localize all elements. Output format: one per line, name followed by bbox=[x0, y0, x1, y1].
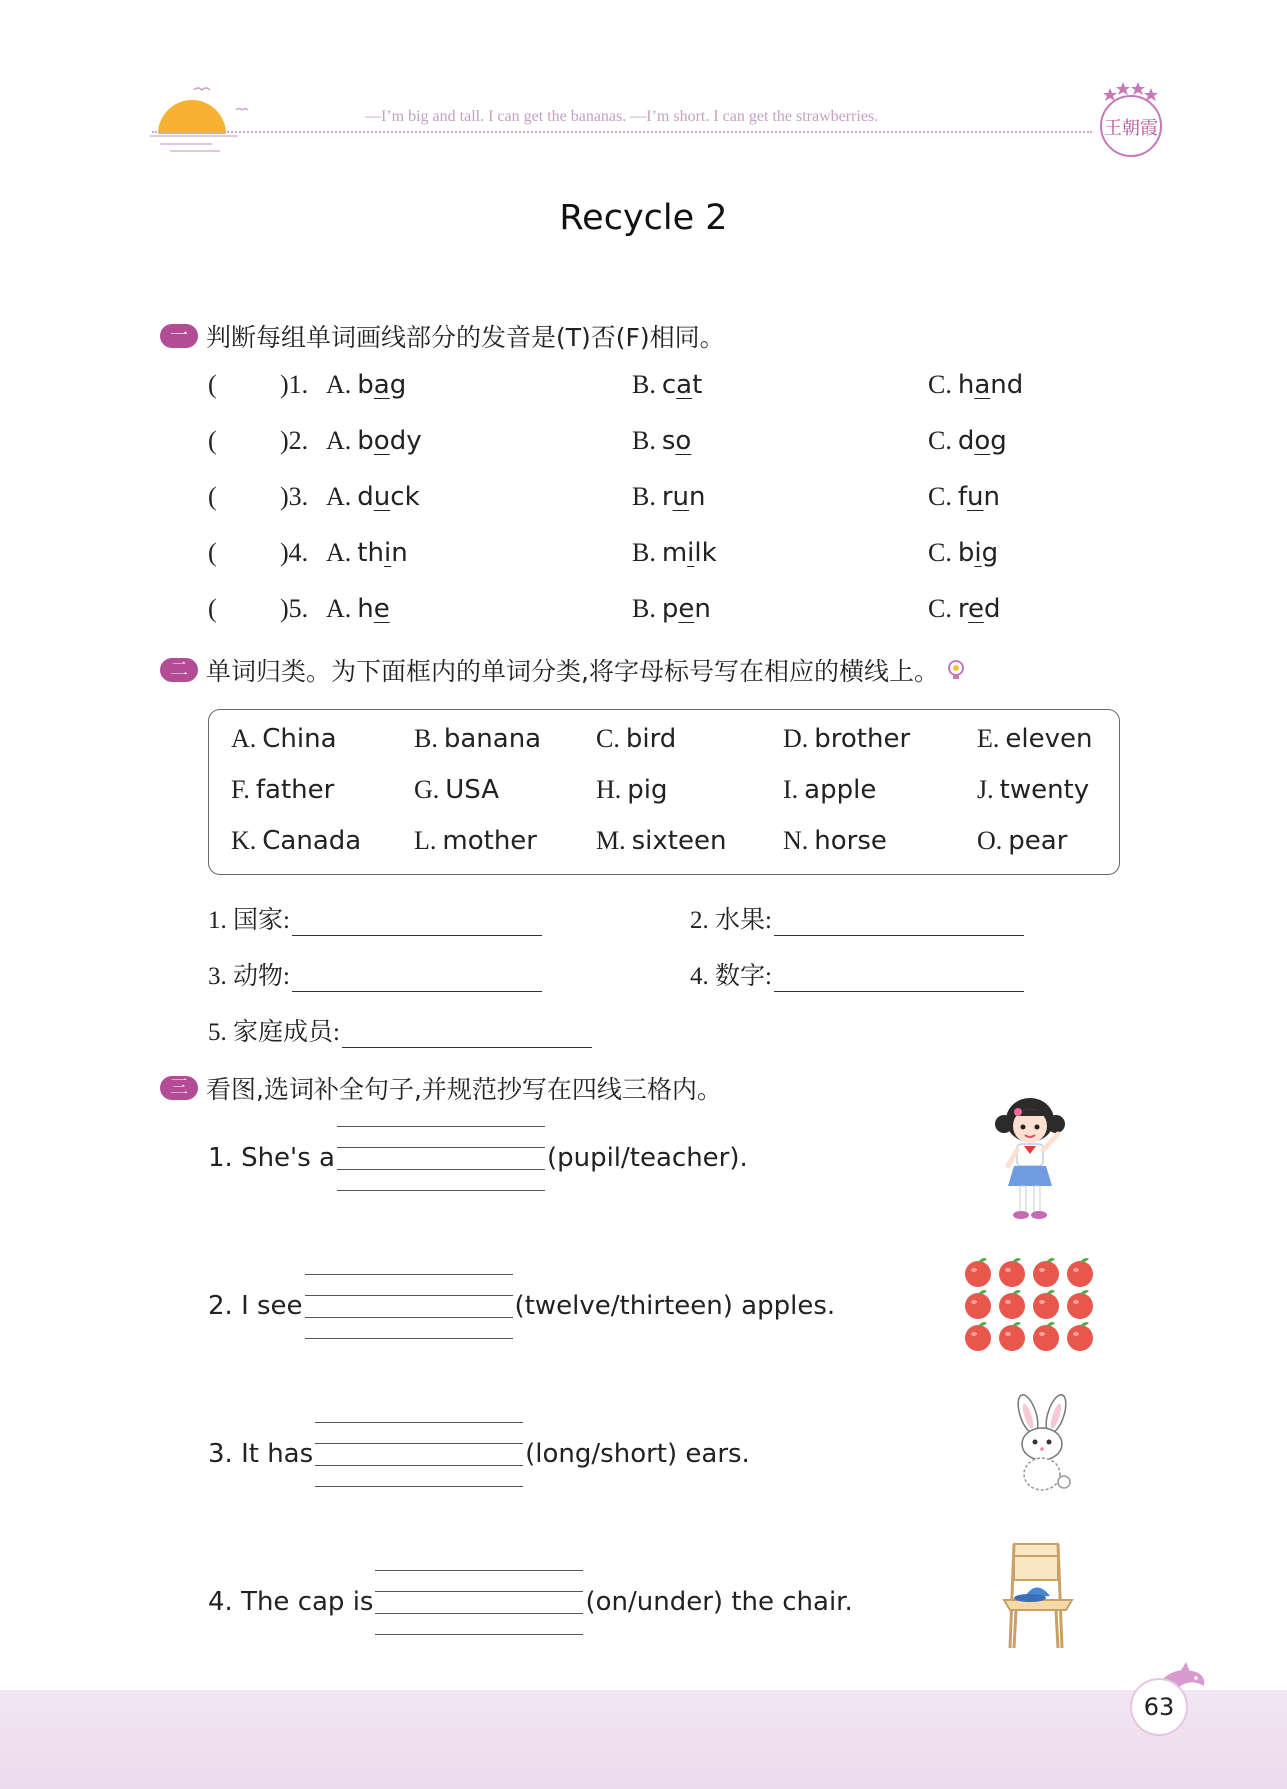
word-label: A. bbox=[231, 724, 257, 753]
grid-line bbox=[305, 1274, 513, 1275]
answer-blank[interactable] bbox=[342, 1021, 592, 1048]
word-part: c bbox=[661, 370, 677, 400]
word-item bbox=[414, 724, 541, 754]
answer-paren[interactable]: ( bbox=[208, 594, 217, 623]
grid-line bbox=[375, 1613, 583, 1614]
four-line-writing-grid[interactable] bbox=[337, 1126, 545, 1190]
underlined-letters: i bbox=[687, 538, 695, 568]
sentence-end: (twelve/thirteen) apples. bbox=[514, 1291, 836, 1321]
apple-icon bbox=[1067, 1322, 1093, 1351]
footer-band bbox=[0, 1690, 1287, 1789]
author-seal-icon bbox=[1090, 78, 1172, 166]
word-text: USA bbox=[445, 775, 500, 805]
sentence-start: 2. I see bbox=[208, 1291, 303, 1321]
word-item bbox=[783, 724, 910, 754]
word-box bbox=[208, 709, 1120, 875]
word-item bbox=[231, 826, 361, 856]
section3-instruction: 看图,选词补全句子,并规范抄写在四线三格内。 bbox=[206, 1075, 722, 1104]
word-part: dy bbox=[389, 426, 422, 456]
option-label: B. bbox=[632, 426, 656, 455]
answer-paren[interactable]: ( bbox=[208, 482, 217, 511]
category-row bbox=[208, 1012, 592, 1048]
word-option-a bbox=[326, 370, 406, 400]
sun-logo-icon bbox=[150, 82, 260, 154]
sentence-end: (on/under) the chair. bbox=[585, 1587, 853, 1617]
word-option-a bbox=[326, 426, 422, 456]
category-row bbox=[690, 900, 1024, 936]
chair-with-cap-picture bbox=[1000, 1540, 1076, 1650]
word-text: father bbox=[255, 775, 335, 805]
option-label: A. bbox=[326, 594, 352, 623]
word-part: f bbox=[957, 482, 967, 512]
word-item bbox=[231, 724, 337, 754]
underlined-letters: a bbox=[373, 370, 390, 400]
girl-pupil-picture bbox=[990, 1094, 1070, 1228]
category-row bbox=[208, 956, 542, 992]
word-part: ck bbox=[390, 482, 420, 512]
word-text: bird bbox=[625, 724, 677, 754]
underlined-letters: e bbox=[678, 594, 695, 624]
word-text: apple bbox=[804, 775, 877, 805]
word-part: th bbox=[357, 538, 384, 568]
fill-sentence bbox=[208, 1126, 748, 1190]
word-label: J. bbox=[977, 775, 994, 804]
word-text: banana bbox=[443, 724, 542, 754]
section1-heading bbox=[160, 318, 725, 354]
word-label: O. bbox=[977, 826, 1003, 855]
word-option-b bbox=[632, 482, 706, 512]
category-row bbox=[208, 900, 542, 936]
word-text: China bbox=[262, 724, 337, 754]
answer-paren[interactable]: ( bbox=[208, 370, 217, 399]
underlined-letters: u bbox=[373, 482, 391, 512]
grid-line bbox=[305, 1295, 513, 1296]
word-label: K. bbox=[231, 826, 257, 855]
section1-badge: 一 bbox=[160, 324, 198, 348]
word-item bbox=[977, 826, 1067, 856]
answer-blank[interactable] bbox=[292, 909, 542, 936]
sentence-end: (long/short) ears. bbox=[525, 1439, 750, 1469]
word-item bbox=[977, 724, 1092, 754]
underlined-letters: u bbox=[672, 482, 690, 512]
category-row bbox=[690, 956, 1024, 992]
word-part: s bbox=[661, 426, 676, 456]
answer-blank[interactable] bbox=[774, 909, 1024, 936]
apple-icon bbox=[999, 1258, 1025, 1287]
section3-heading bbox=[160, 1070, 722, 1106]
grid-line bbox=[315, 1443, 523, 1444]
option-label: B. bbox=[632, 538, 656, 567]
fill-sentence bbox=[208, 1570, 853, 1634]
section1-instruction: 判断每组单词画线部分的发音是(T)否(F)相同。 bbox=[206, 323, 725, 352]
grid-line bbox=[337, 1169, 545, 1170]
sentence-start: 4. The cap is bbox=[208, 1587, 374, 1617]
item-number: )3. bbox=[280, 482, 309, 511]
word-label: D. bbox=[783, 724, 809, 753]
page-title: Recycle 2 bbox=[559, 198, 728, 238]
option-label: A. bbox=[326, 426, 352, 455]
grid-line bbox=[337, 1126, 545, 1127]
apple-icon bbox=[1033, 1322, 1059, 1351]
option-label: B. bbox=[632, 482, 656, 511]
pronunciation-row bbox=[208, 594, 1108, 634]
answer-blank[interactable] bbox=[292, 965, 542, 992]
word-label: I. bbox=[783, 775, 799, 804]
word-part: nd bbox=[990, 370, 1024, 400]
apples-picture bbox=[962, 1258, 1102, 1358]
item-number: )2. bbox=[280, 426, 309, 455]
category-label: 3. 动物: bbox=[208, 963, 290, 990]
item-number: )4. bbox=[280, 538, 309, 567]
word-item bbox=[596, 826, 726, 856]
word-text: Canada bbox=[262, 826, 362, 856]
word-part: p bbox=[661, 594, 679, 624]
word-item bbox=[414, 775, 499, 805]
page-number: 63 bbox=[1130, 1678, 1188, 1736]
option-label: C. bbox=[928, 594, 952, 623]
word-label: N. bbox=[783, 826, 809, 855]
word-label: C. bbox=[596, 724, 620, 753]
word-option-c bbox=[928, 538, 998, 568]
sentence-start: 3. It has bbox=[208, 1439, 314, 1469]
underlined-letters: i bbox=[974, 538, 982, 568]
word-option-c bbox=[928, 594, 1000, 624]
option-label: A. bbox=[326, 538, 352, 567]
option-label: C. bbox=[928, 370, 952, 399]
answer-paren[interactable]: ( bbox=[208, 426, 217, 455]
apple-icon bbox=[1067, 1290, 1093, 1319]
four-line-writing-grid[interactable] bbox=[375, 1570, 583, 1634]
section2-instruction: 单词归类。为下面框内的单词分类,将字母标号写在相应的横线上。 bbox=[206, 657, 939, 686]
word-part: n bbox=[983, 482, 1000, 512]
section2-badge: 二 bbox=[160, 658, 198, 682]
word-option-a bbox=[326, 538, 408, 568]
apple-icon bbox=[1033, 1290, 1059, 1319]
sentence-start: 1. She's a bbox=[208, 1143, 335, 1173]
pronunciation-row bbox=[208, 538, 1108, 578]
underlined-letters: u bbox=[967, 482, 984, 512]
option-label: B. bbox=[632, 370, 656, 399]
sentence-end: (pupil/teacher). bbox=[546, 1143, 748, 1173]
word-text: pear bbox=[1008, 826, 1068, 856]
word-part: b bbox=[357, 426, 374, 456]
grid-line bbox=[315, 1486, 523, 1487]
word-part: n bbox=[689, 482, 706, 512]
word-item bbox=[783, 826, 887, 856]
grid-line bbox=[375, 1591, 583, 1592]
word-option-c bbox=[928, 370, 1023, 400]
word-option-b bbox=[632, 426, 691, 456]
grid-line bbox=[315, 1422, 523, 1423]
word-label: H. bbox=[596, 775, 622, 804]
option-label: B. bbox=[632, 594, 656, 623]
apple-icon bbox=[999, 1322, 1025, 1351]
word-part: b bbox=[357, 370, 374, 400]
word-label: G. bbox=[414, 775, 440, 804]
option-label: C. bbox=[928, 538, 952, 567]
word-text: mother bbox=[442, 826, 537, 856]
underlined-letters: a bbox=[974, 370, 991, 400]
header-divider bbox=[152, 131, 1092, 133]
word-text: twenty bbox=[999, 775, 1090, 805]
grid-line bbox=[305, 1338, 513, 1339]
word-item bbox=[596, 724, 676, 754]
grid-line bbox=[375, 1634, 583, 1635]
section2-heading bbox=[160, 652, 967, 688]
word-part: d bbox=[983, 594, 1001, 624]
section3-badge: 三 bbox=[160, 1076, 198, 1100]
word-part: d bbox=[957, 426, 975, 456]
pronunciation-row bbox=[208, 482, 1108, 522]
option-label: A. bbox=[326, 482, 352, 511]
word-part: b bbox=[957, 538, 975, 568]
four-line-writing-grid[interactable] bbox=[305, 1274, 513, 1338]
word-part: g bbox=[389, 370, 407, 400]
word-option-b bbox=[632, 594, 711, 624]
underlined-letters: a bbox=[676, 370, 693, 400]
four-line-writing-grid[interactable] bbox=[315, 1422, 523, 1486]
word-option-c bbox=[928, 482, 1000, 512]
word-part: d bbox=[357, 482, 374, 512]
pronunciation-row bbox=[208, 370, 1108, 410]
word-part: g bbox=[981, 538, 999, 568]
fill-sentence bbox=[208, 1274, 835, 1338]
underlined-letters: o bbox=[974, 426, 991, 456]
svg-text:王朝霞: 王朝霞 bbox=[1104, 118, 1158, 139]
grid-line bbox=[315, 1465, 523, 1466]
apple-icon bbox=[1033, 1258, 1059, 1287]
item-number: )1. bbox=[280, 370, 309, 399]
word-part: t bbox=[692, 370, 703, 400]
fill-sentence bbox=[208, 1422, 750, 1486]
word-part: r bbox=[661, 482, 673, 512]
word-text: brother bbox=[814, 724, 911, 754]
word-option-a bbox=[326, 594, 390, 624]
word-part: r bbox=[957, 594, 968, 624]
word-option-b bbox=[632, 538, 717, 568]
category-label: 2. 水果: bbox=[690, 907, 772, 934]
grid-line bbox=[337, 1190, 545, 1191]
apple-icon bbox=[1067, 1258, 1093, 1287]
grid-line bbox=[337, 1147, 545, 1148]
underlined-letters: o bbox=[675, 426, 692, 456]
word-part: lk bbox=[694, 538, 717, 568]
option-label: C. bbox=[928, 426, 952, 455]
category-label: 5. 家庭成员: bbox=[208, 1019, 340, 1046]
word-part: n bbox=[391, 538, 408, 568]
underlined-letters: e bbox=[967, 594, 984, 624]
word-text: sixteen bbox=[631, 826, 727, 856]
word-part: g bbox=[990, 426, 1007, 456]
apple-icon bbox=[965, 1258, 991, 1287]
header-tagline: —I’m big and tall. I can get the bananas. —I’m short. I can get the strawberries. bbox=[365, 108, 879, 125]
apple-icon bbox=[999, 1290, 1025, 1319]
apple-icon bbox=[965, 1290, 991, 1319]
underlined-letters: e bbox=[373, 594, 390, 624]
grid-line bbox=[375, 1570, 583, 1571]
word-option-b bbox=[632, 370, 702, 400]
word-label: F. bbox=[231, 775, 250, 804]
word-item bbox=[231, 775, 334, 805]
underlined-letters: o bbox=[373, 426, 390, 456]
word-part: h bbox=[957, 370, 975, 400]
category-label: 4. 数字: bbox=[690, 963, 772, 990]
word-option-a bbox=[326, 482, 420, 512]
word-item bbox=[414, 826, 537, 856]
word-item bbox=[977, 775, 1089, 805]
answer-blank[interactable] bbox=[774, 965, 1024, 992]
word-label: M. bbox=[596, 826, 626, 855]
grid-line bbox=[305, 1317, 513, 1318]
word-item bbox=[783, 775, 876, 805]
word-text: eleven bbox=[1005, 724, 1093, 754]
word-text: horse bbox=[814, 826, 887, 856]
category-label: 1. 国家: bbox=[208, 907, 290, 934]
item-number: )5. bbox=[280, 594, 309, 623]
word-text: pig bbox=[627, 775, 668, 805]
word-label: E. bbox=[977, 724, 1000, 753]
word-part: n bbox=[694, 594, 711, 624]
pronunciation-row bbox=[208, 426, 1108, 466]
word-option-c bbox=[928, 426, 1007, 456]
word-part: m bbox=[661, 538, 688, 568]
word-item bbox=[596, 775, 668, 805]
word-label: B. bbox=[414, 724, 438, 753]
bulb-icon bbox=[945, 658, 967, 682]
option-label: A. bbox=[326, 370, 352, 399]
word-part: h bbox=[357, 594, 374, 624]
option-label: C. bbox=[928, 482, 952, 511]
word-label: L. bbox=[414, 826, 437, 855]
answer-paren[interactable]: ( bbox=[208, 538, 217, 567]
apple-icon bbox=[965, 1322, 991, 1351]
rabbit-picture bbox=[1004, 1392, 1080, 1496]
underlined-letters: i bbox=[383, 538, 392, 568]
